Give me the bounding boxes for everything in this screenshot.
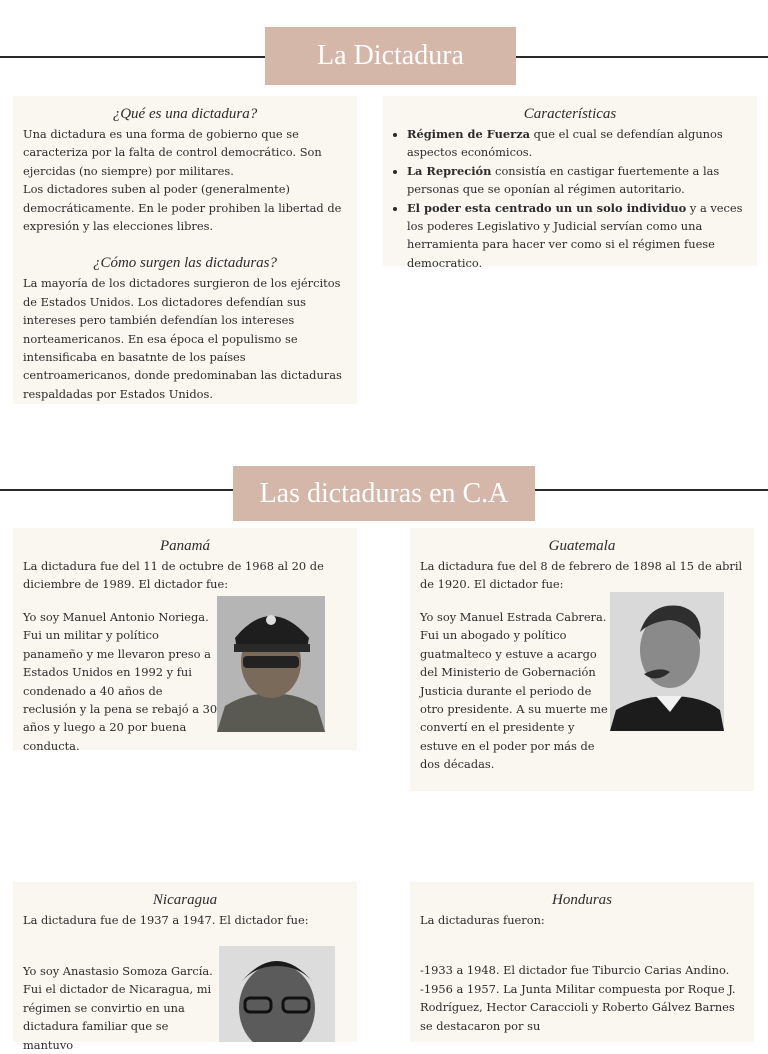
list-item: • El poder esta centrado un un solo individuo y a veces los poderes Legislativo y Judicial servían como una herramienta para hacer ver como si el régimen fuese democratico. — [407, 199, 747, 273]
card-heading: Características — [523, 106, 617, 122]
card-heading: ¿Cómo surgen las dictaduras? — [92, 255, 278, 272]
dictatorship-line: -1956 a 1957. La Junta Militar compuesta por Roque J. Rodríguez, Hector Caraccioli y Roberto Gálvez Barnes — [420, 981, 736, 1015]
list-item: • La Repreción consistía en castigar fuertemente a las personas que se oponían al régimen autoritario. — [407, 162, 747, 199]
section-title-text: Las dictaduras en C.A — [259, 477, 509, 509]
bio-text: Yo soy Manuel Estrada Cabrera. Fui un abogado y político guatmalteco y estuve a acargo del Ministerio de Gobernación Justicia durante el periodo de otro presidente. A su muerte me convertí en el presidente y estuve en el poder por más de dos décadas. — [420, 610, 608, 772]
card-caracteristicas — [383, 96, 757, 270]
intro-text: La dictaduras fueron: — [420, 913, 545, 927]
dictatorship-line: se destacaron por su — [420, 1018, 541, 1033]
portrait-noriega — [217, 596, 325, 732]
card-guatemala — [410, 528, 754, 791]
intro-text: La dictadura fue de 1937 a 1947. El dictador fue: — [23, 913, 309, 927]
card-heading: Nicaragua — [152, 892, 218, 908]
card-honduras — [410, 882, 754, 1042]
card-heading: ¿Qué es una dictadura? — [112, 106, 258, 122]
paragraph: La mayoría de los dictadores surgieron de los ejércitos de Estados Unidos. Los dictadores defendían sus intereses pero también defendían los intereses norteamericanos. En esa época el populismo se intensificaba en basatnte de los países centroamericanos, donde predominaban las dictaduras respaldadas por Estados Unidos. — [23, 276, 342, 401]
section-title-dictaduras-ca — [233, 466, 535, 521]
card-heading: Honduras — [551, 892, 612, 908]
bio-text: Yo soy Manuel Antonio Noriega. Fui un militar y político panameño y me llevaron preso a Estados Unidos en 1992 y fui condenado a 40 años de reclusión y la pena se rebajó a 30 años y luego a 20 por buena conducta. — [23, 610, 218, 753]
intro-text: La dictadura fue del 11 de octubre de 1968 al 20 de diciembre de 1989. El dictador fue: — [23, 559, 324, 592]
card-heading: Panamá — [160, 538, 210, 554]
section-title-la-dictadura — [265, 27, 516, 85]
paragraph: Una dictadura es una forma de gobierno que se caracteriza por la falta de control democrático. Son ejercidas (no siempre) por militares. — [23, 127, 322, 178]
portrait-estrada-cabrera — [610, 592, 724, 731]
card-nicaragua — [13, 882, 357, 1052]
intro-text: La dictadura fue del 8 de febrero de 1898 al 15 de abril de 1920. El dictador fue: — [420, 559, 743, 592]
card-heading: Guatemala — [548, 538, 616, 554]
characteristics-list — [393, 125, 747, 272]
section-title-text: La Dictadura — [317, 40, 464, 71]
portrait-somoza — [219, 946, 335, 1042]
card-que-es-dictadura — [13, 96, 357, 404]
bio-text: Yo soy Anastasio Somoza García. Fui el dictador de Nicaragua, mi régimen se convirtio en una dictadura familiar que se mantuvo — [23, 964, 213, 1052]
card-panama — [13, 528, 357, 753]
list-item: • Régimen de Fuerza que el cual se defendían algunos aspectos económicos. — [407, 125, 747, 162]
dictatorship-line: -1933 a 1948. El dictador fue Tiburcio Carias Andino. — [420, 963, 730, 978]
paragraph: Los dictadores suben al poder (generalmente) democráticamente. En le poder prohiben la libertad de expresión y las elecciones libres. — [23, 182, 342, 234]
